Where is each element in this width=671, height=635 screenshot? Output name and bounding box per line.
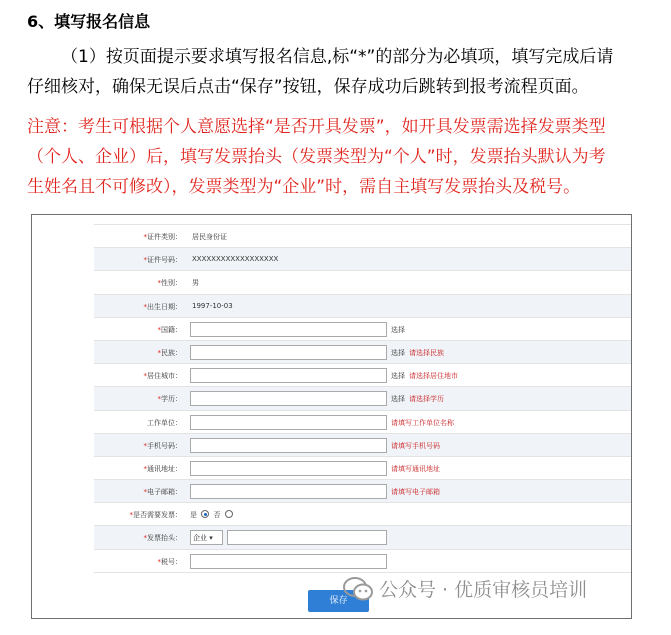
form-row-ethnicity xyxy=(94,341,631,364)
form-row-nationality xyxy=(94,318,631,341)
form-row-id-number xyxy=(94,248,631,271)
field-label: *居住城市： xyxy=(143,372,182,381)
form-row-tax-id xyxy=(94,550,631,573)
field-label: *电子邮箱： xyxy=(143,488,182,497)
phone-hint: 请填写手机号码 xyxy=(391,441,440,450)
field-label: *性别： xyxy=(157,279,182,288)
notice-paragraph xyxy=(27,112,657,202)
field-label: *证件类别： xyxy=(143,233,182,241)
address-hint: 请填写通讯地址 xyxy=(391,464,440,473)
notice-line: 生姓名且不可修改），发票类型为“企业”时，需自主填写发票抬头及税号。 xyxy=(27,177,581,197)
ethnicity-hint: 请选择民族 xyxy=(409,348,444,357)
wechat-icon xyxy=(343,576,373,602)
field-label: *是否需要发票： xyxy=(129,511,182,520)
invoice-yes-radio[interactable] xyxy=(201,510,209,518)
ethnicity-select-button[interactable]: 选择 xyxy=(391,348,405,357)
field-label: *出生日期： xyxy=(143,302,182,311)
invoice-no-label: 否 xyxy=(213,511,221,520)
education-hint: 请选择学历 xyxy=(409,395,444,404)
nationality-select-button[interactable]: 选择 xyxy=(391,325,405,334)
registration-form-screenshot xyxy=(31,214,632,619)
phone-input[interactable] xyxy=(190,438,387,453)
instruction-paragraph xyxy=(27,42,657,102)
form-row-city xyxy=(94,364,631,387)
field-label: 工作单位： xyxy=(147,418,182,427)
save-button[interactable]: 保存 xyxy=(308,590,369,612)
form-row-gender xyxy=(94,271,631,294)
invoice-type-select[interactable]: 企业 ▾ xyxy=(190,530,223,545)
form-row-invoice-needed xyxy=(94,503,631,526)
field-label: *手机号码： xyxy=(143,441,182,450)
watermark-text: 公众号 · 优质审核员培训 xyxy=(379,579,588,601)
id-type-value: 居民身份证 xyxy=(192,233,227,241)
form-row-education xyxy=(94,387,631,410)
form-row-birthdate xyxy=(94,295,631,318)
ethnicity-input[interactable] xyxy=(190,345,387,360)
form-row-invoice-title xyxy=(94,526,631,549)
gender-value: 男 xyxy=(192,279,199,288)
invoice-yes-label: 是 xyxy=(190,511,197,520)
field-label: *国籍： xyxy=(157,325,182,334)
notice-line: （个人、企业）后，填写发票抬头（发票类型为“个人”时，发票抬头默认为考 xyxy=(27,147,606,167)
field-label: *税号： xyxy=(157,557,182,566)
tax-id-input[interactable] xyxy=(190,554,387,569)
id-number-value: XXXXXXXXXXXXXXXXXX xyxy=(192,255,279,264)
city-select-button[interactable]: 选择 xyxy=(391,372,405,381)
watermark xyxy=(343,575,587,602)
field-label: *学历： xyxy=(157,395,182,404)
city-hint: 请选择居住地市 xyxy=(409,372,458,381)
field-label: *通讯地址： xyxy=(143,464,182,473)
form-table xyxy=(94,215,631,573)
invoice-radio-group xyxy=(190,510,235,520)
field-label: *证件号码： xyxy=(143,256,182,265)
birthdate-value: 1997-10-03 xyxy=(192,301,233,310)
city-input[interactable] xyxy=(190,368,387,383)
instruction-line: （1）按页面提示要求填写报名信息,标“*”的部分为必填项，填写完成后请 xyxy=(61,47,614,67)
field-label: *发票抬头： xyxy=(143,534,182,543)
nationality-input[interactable] xyxy=(190,322,387,337)
email-hint: 请填写电子邮箱 xyxy=(391,488,440,497)
notice-line: 注意：考生可根据个人意愿选择“是否开具发票”，如开具发票需选择发票类型 xyxy=(27,117,606,137)
form-row-email xyxy=(94,480,631,503)
invoice-title-input[interactable] xyxy=(227,530,387,545)
instruction-line: 仔细核对，确保无误后点击“保存”按钮，保存成功后跳转到报考流程页面。 xyxy=(27,77,589,97)
email-input[interactable] xyxy=(190,484,387,499)
education-select-button[interactable]: 选择 xyxy=(391,395,405,404)
form-row-id-type xyxy=(94,225,631,248)
address-input[interactable] xyxy=(190,461,387,476)
education-input[interactable] xyxy=(190,391,387,406)
field-label: *民族： xyxy=(157,348,182,357)
form-row-address xyxy=(94,457,631,480)
invoice-no-radio[interactable] xyxy=(225,510,233,518)
form-row-phone xyxy=(94,434,631,457)
form-row-clipped xyxy=(94,215,631,225)
form-row-employer xyxy=(94,411,631,434)
section-heading: 6、填写报名信息 xyxy=(27,12,151,31)
employer-input[interactable] xyxy=(190,415,387,430)
employer-hint: 请填写工作单位名称 xyxy=(391,418,454,427)
